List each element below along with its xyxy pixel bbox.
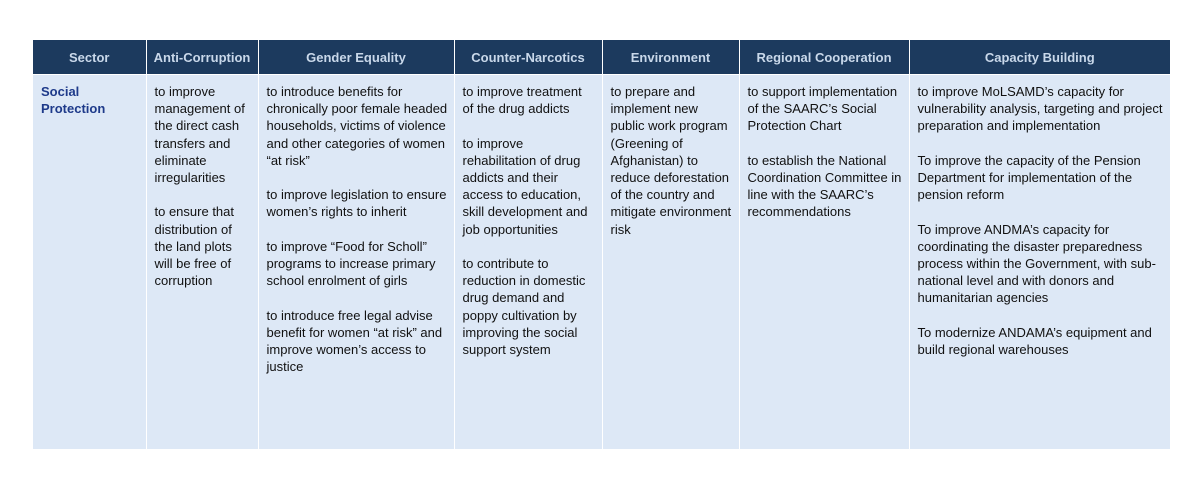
objective-text: to contribute to reduction in domestic drug demand and poppy cultivation by improving the social support system: [462, 256, 586, 358]
objective-text: to improve MoLSAMD’s capacity for vulnerability analysis, targeting and project preparation and implementation: [917, 84, 1163, 134]
header-regional-cooperation: Regional Cooperation: [739, 40, 909, 75]
header-capacity-building: Capacity Building: [909, 40, 1170, 75]
objective-text: to ensure that distribution of the land plots will be free of corruption: [154, 204, 234, 289]
anti-corruption-cell: [146, 75, 258, 450]
sector-matrix-table: [33, 40, 1170, 449]
objective-text: to introduce benefits for chronically poor female headed households, victims of violence and other categories of women “at risk”: [266, 84, 448, 168]
objective-text: To modernize ANDAMA’s equipment and build regional warehouses: [917, 324, 1152, 357]
objective-text: to improve “Food for Scholl” programs to increase primary school enrolment of girls: [266, 238, 436, 289]
header-counter-narcotics: Counter-Narcotics: [454, 40, 602, 75]
objective-text: to improve legislation to ensure women’s rights to inherit: [266, 187, 447, 220]
gender-equality-cell: [258, 75, 454, 450]
regional-cooperation-cell: [739, 75, 909, 450]
objective-text: to prepare and implement new public work program (Greening of Afghanistan) to reduce deforestation of the country and mitigate environment risk: [610, 84, 732, 237]
objective-text: to support implementation of the SAARC’s Social Protection Chart: [747, 84, 898, 134]
header-gender-equality: Gender Equality: [258, 40, 454, 75]
objective-text: to improve treatment of the drug addicts: [462, 84, 582, 117]
objective-text: to establish the National Coordination Committee in line with the SAARC’s recommendations: [747, 152, 902, 220]
environment-cell: [602, 75, 739, 450]
header-row: [33, 40, 1170, 75]
objective-text: To improve ANDMA’s capacity for coordinating the disaster preparedness process within the Government, with sub-national level and with donors and humanitarian agencies: [917, 221, 1156, 306]
header-sector: Sector: [33, 40, 146, 75]
header-anti-corruption: Anti-Corruption: [146, 40, 258, 75]
objective-text: To improve the capacity of the Pension Department for implementation of the pension reform: [917, 152, 1141, 203]
table-row: [33, 75, 1170, 450]
header-environment: Environment: [602, 40, 739, 75]
objective-text: to improve rehabilitation of drug addicts and their access to education, skill development and job opportunities: [462, 135, 588, 237]
capacity-building-cell: [909, 75, 1170, 450]
counter-narcotics-cell: [454, 75, 602, 450]
sector-cell: Social Protection: [33, 75, 146, 450]
objective-text: to improve management of the direct cash transfers and eliminate irregularities: [154, 84, 245, 186]
objective-text: to introduce free legal advise benefit for women “at risk” and improve women’s access to justice: [266, 307, 443, 375]
